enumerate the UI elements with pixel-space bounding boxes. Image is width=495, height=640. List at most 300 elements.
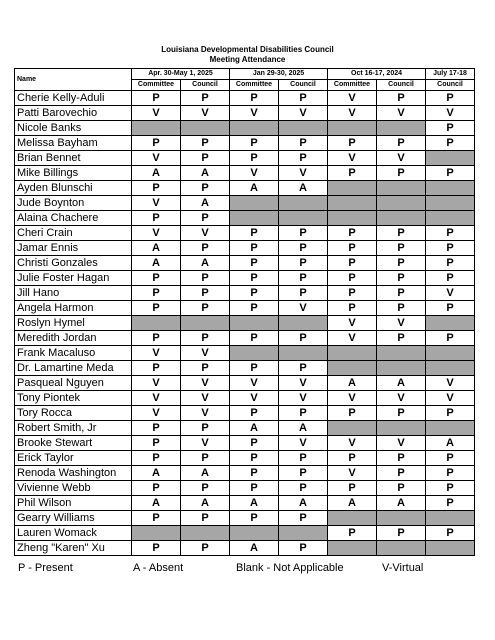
attendance-cell: P [279,481,328,496]
attendance-cell: P [328,226,377,241]
attendance-cell: P [328,136,377,151]
attendance-cell: P [328,256,377,271]
not-applicable-cell [426,541,475,556]
attendance-cell: P [426,241,475,256]
attendance-cell: P [426,331,475,346]
attendance-cell: A [230,541,279,556]
attendance-cell: A [132,256,181,271]
attendance-cell: P [132,271,181,286]
not-applicable-cell [230,526,279,541]
member-row [15,301,475,316]
not-applicable-cell [426,421,475,436]
attendance-cell: P [377,256,426,271]
member-name: Brooke Stewart [15,436,132,451]
member-row [15,541,475,556]
attendance-cell: P [230,361,279,376]
attendance-cell: P [426,406,475,421]
meeting-type-header: Council [426,80,475,91]
attendance-cell: A [328,376,377,391]
not-applicable-cell [328,421,377,436]
not-applicable-cell [426,181,475,196]
attendance-cell: P [230,91,279,106]
attendance-cell: P [426,271,475,286]
attendance-cell: P [132,301,181,316]
not-applicable-cell [377,346,426,361]
attendance-cell: P [426,256,475,271]
member-name: Tony Piontek [15,391,132,406]
attendance-cell: V [181,376,230,391]
member-name: Cheri Crain [15,226,132,241]
member-row [15,151,475,166]
member-name: Jamar Ennis [15,241,132,256]
not-applicable-cell [426,211,475,226]
attendance-cell: P [377,91,426,106]
not-applicable-cell [181,526,230,541]
not-applicable-cell [377,511,426,526]
member-name: Erick Taylor [15,451,132,466]
member-row [15,511,475,526]
attendance-cell: P [377,271,426,286]
attendance-cell: A [279,496,328,511]
attendance-cell: P [328,451,377,466]
attendance-cell: P [377,241,426,256]
attendance-cell: V [279,376,328,391]
attendance-cell: V [426,391,475,406]
member-row [15,361,475,376]
not-applicable-cell [132,121,181,136]
attendance-cell: P [426,166,475,181]
attendance-cell: V [426,106,475,121]
attendance-cell: P [230,286,279,301]
not-applicable-cell [377,181,426,196]
attendance-cell: P [279,226,328,241]
member-name: Frank Macaluso [15,346,132,361]
member-row [15,391,475,406]
attendance-cell: P [328,241,377,256]
member-row [15,91,475,106]
not-applicable-cell [279,526,328,541]
meeting-type-header: Council [279,80,328,91]
member-name: Vivienne Webb [15,481,132,496]
member-name: Ayden Blunschi [15,181,132,196]
period-header: Oct 16-17, 2024 [328,69,426,80]
not-applicable-cell [328,181,377,196]
attendance-cell: P [377,526,426,541]
document-subtitle: Meeting Attendance [209,55,286,64]
attendance-cell: P [181,301,230,316]
not-applicable-cell [328,196,377,211]
member-name: Gearry Williams [15,511,132,526]
attendance-cell: V [230,391,279,406]
meeting-type-header: Council [181,80,230,91]
not-applicable-cell [377,361,426,376]
attendance-cell: P [377,331,426,346]
attendance-cell: A [132,496,181,511]
attendance-cell: V [426,286,475,301]
attendance-cell: P [132,136,181,151]
attendance-cell: P [181,136,230,151]
not-applicable-cell [328,211,377,226]
attendance-cell: P [230,511,279,526]
member-row [15,106,475,121]
attendance-cell: P [230,451,279,466]
attendance-cell: P [279,361,328,376]
attendance-cell: V [328,466,377,481]
attendance-cell: P [279,271,328,286]
attendance-cell: P [426,301,475,316]
attendance-cell: P [132,286,181,301]
member-name: Alaina Chachere [15,211,132,226]
attendance-cell: V [377,436,426,451]
attendance-cell: P [426,466,475,481]
attendance-cell: P [328,481,377,496]
attendance-cell: P [132,451,181,466]
attendance-cell: V [328,316,377,331]
attendance-cell: P [279,406,328,421]
attendance-cell: A [132,241,181,256]
not-applicable-cell [181,121,230,136]
attendance-cell: P [328,286,377,301]
member-name: Mike Billings [15,166,132,181]
attendance-cell: P [426,451,475,466]
attendance-cell: A [230,496,279,511]
member-row [15,331,475,346]
attendance-cell: P [279,91,328,106]
attendance-cell: V [328,106,377,121]
attendance-cell: P [230,271,279,286]
legend [18,562,488,576]
legend-absent: A - Absent [133,562,184,574]
attendance-cell: P [132,91,181,106]
member-name: Julie Foster Hagan [15,271,132,286]
attendance-cell: P [181,481,230,496]
legend-not-applicable: Blank - Not Applicable [236,562,344,574]
attendance-cell: A [279,421,328,436]
attendance-cell: P [181,151,230,166]
attendance-cell: V [230,166,279,181]
member-name: Angela Harmon [15,301,132,316]
not-applicable-cell [132,526,181,541]
attendance-cell: P [230,466,279,481]
attendance-cell: V [328,91,377,106]
member-row [15,376,475,391]
member-row [15,136,475,151]
attendance-cell: P [377,136,426,151]
attendance-cell: P [132,331,181,346]
attendance-cell: V [132,376,181,391]
member-name: Nicole Banks [15,121,132,136]
attendance-cell: P [279,451,328,466]
attendance-cell: P [181,211,230,226]
attendance-cell: P [426,481,475,496]
member-name: Phil Wilson [15,496,132,511]
meeting-type-header: Council [377,80,426,91]
attendance-cell: V [426,376,475,391]
attendance-cell: P [230,151,279,166]
not-applicable-cell [230,316,279,331]
attendance-cell: A [132,166,181,181]
not-applicable-cell [230,211,279,226]
attendance-cell: A [279,181,328,196]
attendance-cell: P [328,301,377,316]
attendance-cell: P [230,436,279,451]
not-applicable-cell [426,346,475,361]
not-applicable-cell [279,346,328,361]
not-applicable-cell [230,346,279,361]
not-applicable-cell [279,316,328,331]
not-applicable-cell [328,346,377,361]
not-applicable-cell [377,121,426,136]
attendance-cell: P [328,526,377,541]
attendance-cell: V [377,151,426,166]
member-row [15,196,475,211]
attendance-cell: P [181,541,230,556]
attendance-cell: P [181,451,230,466]
not-applicable-cell [132,316,181,331]
attendance-cell: P [279,241,328,256]
attendance-cell: V [132,406,181,421]
attendance-cell: P [328,406,377,421]
period-header: Apr. 30-May 1, 2025 [132,69,230,80]
attendance-cell: A [181,256,230,271]
not-applicable-cell [328,541,377,556]
member-row [15,451,475,466]
attendance-cell: P [230,226,279,241]
member-name: Zheng "Karen" Xu [15,541,132,556]
attendance-cell: P [132,541,181,556]
member-row [15,121,475,136]
attendance-cell: P [132,436,181,451]
attendance-cell: V [328,331,377,346]
not-applicable-cell [426,316,475,331]
member-row [15,316,475,331]
attendance-cell: P [230,256,279,271]
attendance-cell: P [279,541,328,556]
attendance-cell: P [132,181,181,196]
attendance-cell: P [181,271,230,286]
member-row [15,421,475,436]
member-name: Patti Barovechio [15,106,132,121]
attendance-cell: V [328,436,377,451]
not-applicable-cell [426,361,475,376]
attendance-cell: P [328,166,377,181]
not-applicable-cell [328,121,377,136]
attendance-cell: P [230,241,279,256]
attendance-cell: V [132,391,181,406]
attendance-cell: P [181,91,230,106]
attendance-cell: P [426,496,475,511]
attendance-cell: V [181,346,230,361]
not-applicable-cell [377,211,426,226]
attendance-cell: V [181,406,230,421]
attendance-cell: V [132,226,181,241]
attendance-cell: P [181,241,230,256]
attendance-cell: V [132,346,181,361]
member-row [15,466,475,481]
attendance-cell: V [279,391,328,406]
not-applicable-cell [426,511,475,526]
period-header: July 17-18 [426,69,475,80]
attendance-cell: P [377,451,426,466]
attendance-cell: P [230,331,279,346]
member-row [15,256,475,271]
attendance-cell: A [181,466,230,481]
attendance-cell: P [230,481,279,496]
member-name: Roslyn Hymel [15,316,132,331]
not-applicable-cell [426,196,475,211]
attendance-cell: P [426,226,475,241]
not-applicable-cell [377,541,426,556]
attendance-cell: P [181,361,230,376]
attendance-cell: P [426,526,475,541]
not-applicable-cell [230,196,279,211]
attendance-cell: A [181,166,230,181]
attendance-cell: P [181,511,230,526]
attendance-cell: V [181,106,230,121]
member-row [15,241,475,256]
attendance-cell: P [279,466,328,481]
member-name: Melissa Bayham [15,136,132,151]
attendance-table [14,68,475,556]
legend-present: P - Present [18,562,73,574]
attendance-cell: V [377,106,426,121]
member-name: Brian Bennet [15,151,132,166]
member-row [15,406,475,421]
member-row [15,526,475,541]
legend-virtual: V-Virtual [382,562,424,574]
member-row [15,481,475,496]
attendance-cell: V [377,391,426,406]
member-row [15,211,475,226]
attendance-cell: P [328,271,377,286]
meeting-type-header: Committee [230,80,279,91]
member-name: Jude Boynton [15,196,132,211]
attendance-cell: P [132,511,181,526]
attendance-cell: A [230,421,279,436]
member-row [15,166,475,181]
not-applicable-cell [230,121,279,136]
member-row [15,496,475,511]
attendance-cell: V [279,436,328,451]
attendance-cell: P [377,466,426,481]
document-header [0,45,495,65]
attendance-cell: P [377,226,426,241]
member-name: Tory Rocca [15,406,132,421]
attendance-cell: A [377,376,426,391]
attendance-cell: V [181,391,230,406]
attendance-cell: P [132,361,181,376]
attendance-cell: P [279,331,328,346]
member-row [15,286,475,301]
attendance-cell: P [279,151,328,166]
not-applicable-cell [377,196,426,211]
member-name: Pasqueal Nguyen [15,376,132,391]
attendance-cell: P [279,286,328,301]
member-row [15,226,475,241]
attendance-cell: A [132,466,181,481]
attendance-cell: A [328,496,377,511]
attendance-cell: P [279,511,328,526]
attendance-cell: P [230,406,279,421]
attendance-cell: P [377,406,426,421]
attendance-cell: V [181,226,230,241]
attendance-cell: A [230,181,279,196]
attendance-cell: P [377,481,426,496]
attendance-cell: V [377,316,426,331]
attendance-cell: P [181,286,230,301]
attendance-cell: V [328,151,377,166]
member-row [15,271,475,286]
not-applicable-cell [328,361,377,376]
attendance-cell: A [426,436,475,451]
member-name: Christi Gonzales [15,256,132,271]
attendance-cell: A [181,496,230,511]
attendance-cell: P [377,286,426,301]
name-column-header: Name [15,69,132,91]
member-name: Cherie Kelly-Aduli [15,91,132,106]
attendance-cell: P [426,121,475,136]
attendance-cell: V [230,376,279,391]
attendance-cell: P [377,301,426,316]
not-applicable-cell [279,121,328,136]
attendance-cell: V [279,106,328,121]
member-name: Jill Hano [15,286,132,301]
attendance-cell: V [328,391,377,406]
attendance-cell: V [132,196,181,211]
attendance-cell: P [377,166,426,181]
not-applicable-cell [279,196,328,211]
member-row [15,436,475,451]
attendance-cell: P [230,301,279,316]
not-applicable-cell [328,511,377,526]
member-name: Robert Smith, Jr [15,421,132,436]
attendance-cell: V [279,166,328,181]
member-row [15,346,475,361]
attendance-cell: V [230,106,279,121]
not-applicable-cell [377,421,426,436]
attendance-cell: V [279,301,328,316]
attendance-cell: P [132,421,181,436]
attendance-cell: P [426,91,475,106]
attendance-cell: P [279,256,328,271]
attendance-cell: P [279,136,328,151]
attendance-cell: P [181,421,230,436]
document-title: Louisiana Developmental Disabilities Council [161,45,334,54]
attendance-cell: P [132,481,181,496]
period-header: Jan 29-30, 2025 [230,69,328,80]
attendance-cell: P [181,331,230,346]
attendance-cell: P [230,136,279,151]
member-name: Meredith Jordan [15,331,132,346]
not-applicable-cell [279,211,328,226]
member-row [15,181,475,196]
not-applicable-cell [426,151,475,166]
not-applicable-cell [181,316,230,331]
attendance-cell: P [181,181,230,196]
member-name: Renoda Washington [15,466,132,481]
attendance-cell: A [377,496,426,511]
header-row-periods [15,69,475,80]
attendance-cell: V [132,151,181,166]
member-name: Dr. Lamartine Meda [15,361,132,376]
attendance-cell: A [181,196,230,211]
member-name: Lauren Womack [15,526,132,541]
meeting-type-header: Committee [132,80,181,91]
meeting-type-header: Committee [328,80,377,91]
attendance-cell: V [181,436,230,451]
attendance-cell: P [132,211,181,226]
attendance-cell: V [132,106,181,121]
